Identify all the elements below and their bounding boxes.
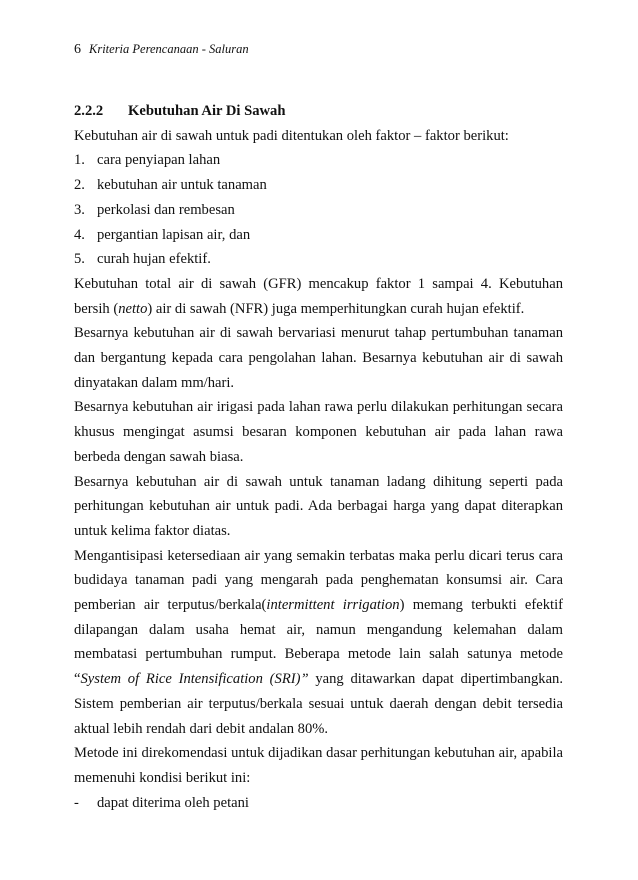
paragraph-text: Kebutuhan total air di sawah (GFR) mencakup faktor 1 sampai 4. Kebutuhan bersih ( <box>74 275 563 317</box>
paragraph-water-saving <box>74 544 563 742</box>
paragraph-variation: Besarnya kebutuhan air di sawah bervariasi menurut tahap pertumbuhan tanaman dan bergantung kepada cara pengolahan lahan. Besarnya kebutuhan air di sawah dinyatakan dalam mm/hari. <box>74 325 563 391</box>
factor-list <box>74 148 563 272</box>
list-marker: 5. <box>74 251 85 268</box>
page-number: 6 <box>74 42 81 57</box>
list-item <box>74 247 563 272</box>
paragraph-text: Mengantisipasi ketersediaan air yang semakin terbatas maka perlu dicari terus cara budidaya tanaman padi yang mengarah pada penghematan konsumsi air. Cara pemberian air terputus/berkala( <box>74 547 563 614</box>
list-item <box>74 198 563 223</box>
list-item <box>74 223 563 248</box>
list-item <box>74 173 563 198</box>
paragraph-text: ) air di sawah (NFR) juga memperhitungkan curah hujan efektif. <box>147 300 525 317</box>
netto-term: netto <box>118 300 148 317</box>
list-marker: 1. <box>74 152 85 169</box>
list-marker: - <box>74 794 79 811</box>
paragraph-text: yang ditawarkan dapat dipertimbangkan. Sistem pemberian air terputus/berkala sesuai untuk daerah dengan debit tersedia aktual lebih rendah dari debit andalan 80%. <box>74 671 563 737</box>
section-title: Kebutuhan Air Di Sawah <box>128 103 286 119</box>
list-item <box>74 791 563 816</box>
list-item-text: dapat diterima oleh petani <box>97 794 249 811</box>
section-number: 2.2.2 <box>74 103 104 119</box>
section-heading <box>74 99 563 124</box>
intro-text: Kebutuhan air di sawah untuk padi ditentukan oleh faktor – faktor berikut: <box>74 127 509 144</box>
paragraph-text: ) memang terbukti efektif dilapangan dalam usaha hemat air, namun mengandung kelemahan dalam membatasi pertumbuhan rumput. Beberapa metode lain salah satunya metode “ <box>74 597 563 688</box>
list-marker: 3. <box>74 201 85 218</box>
list-item <box>74 148 563 173</box>
list-marker: 4. <box>74 226 85 243</box>
paragraph-field-crops: Besarnya kebutuhan air di sawah untuk tanaman ladang dihitung seperti pada perhitungan kebutuhan air untuk padi. Ada berbagai harga yang dapat diterapkan untuk kelima faktor diatas. <box>74 473 563 539</box>
list-marker: 2. <box>74 177 85 194</box>
paragraph-gfr-nfr <box>74 272 563 321</box>
list-item-text: perkolasi dan rembesan <box>97 201 235 218</box>
list-item-text: cara penyiapan lahan <box>97 152 221 169</box>
paragraph-method: Metode ini direkomendasi untuk dijadikan dasar perhitungan kebutuhan air, apabila memenuhi kondisi berikut ini: <box>74 745 563 786</box>
intermittent-term: intermittent irrigation <box>266 597 400 614</box>
list-item-text: curah hujan efektif. <box>97 251 211 268</box>
running-title: Kriteria Perencanaan - Saluran <box>89 42 249 56</box>
sri-term: System of Rice Intensification (SRI)” <box>80 671 309 688</box>
paragraph-swamp: Besarnya kebutuhan air irigasi pada lahan rawa perlu dilakukan perhitungan secara khusus mengingat asumsi besaran komponen kebutuhan air pada lahan rawa berbeda dengan sawah biasa. <box>74 399 563 465</box>
list-item-text: kebutuhan air untuk tanaman <box>97 177 267 194</box>
list-item-text: pergantian lapisan air, dan <box>97 226 251 243</box>
page-body <box>74 99 563 815</box>
condition-list <box>74 791 563 816</box>
page-header <box>74 40 249 59</box>
